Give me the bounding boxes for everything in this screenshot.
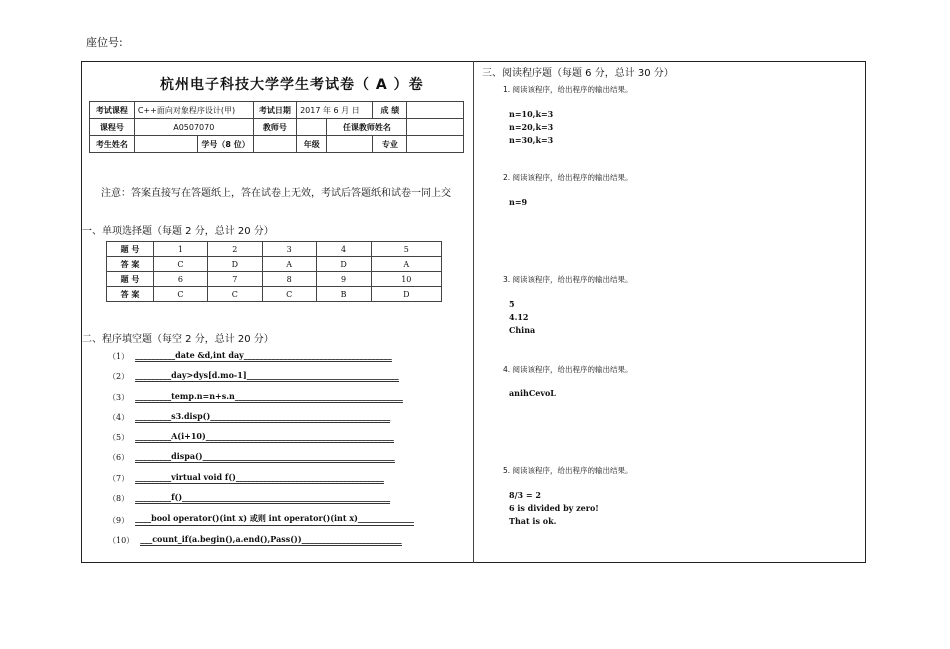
fill-blank-item [108, 350, 392, 362]
info-cell: 2017 年 6 月 日 [297, 102, 373, 119]
output-line: China [509, 325, 536, 335]
info-cell: 考生姓名 [90, 136, 135, 153]
blank-answer: _________day>dys[d.mo-1]______________________________________ [135, 370, 399, 380]
output-line: That is ok. [509, 516, 557, 526]
exam-notice: 注意：答案直接写在答题纸上，答在试卷上无效，考试后答题纸和试卷一同上交 [101, 188, 451, 199]
blank-number: （10） [108, 536, 135, 545]
output-line: 4.12 [509, 312, 529, 322]
output-line: 8/3 = 2 [509, 490, 541, 500]
info-cell: 任课教师姓名 [327, 119, 407, 136]
answer-cell: 4 [316, 242, 371, 257]
info-cell: 年级 [297, 136, 327, 153]
blank-number: （1） [108, 352, 130, 361]
blank-answer: _________A(i+10)_______________________________________________ [135, 431, 394, 441]
answer-cell: C [262, 287, 316, 302]
answer-cell: A [371, 257, 441, 272]
section3-heading: 三、阅读程序题（每题 6 分，总计 30 分） [482, 68, 674, 79]
blank-answer: _________virtual void f()_____________________________________ [135, 472, 384, 482]
info-row [90, 136, 464, 153]
blank-number: （5） [108, 433, 130, 442]
info-cell [134, 136, 198, 153]
exam-title: 杭州电子科技大学学生考试卷（ A ）卷 [160, 77, 424, 93]
fill-blank-item [108, 513, 414, 526]
answer-cell: D [207, 257, 262, 272]
fill-blank-item [108, 451, 395, 463]
info-cell: 教师号 [253, 119, 296, 136]
blank-answer: __________date &d,int day_____________________________________ [135, 350, 392, 360]
answer-cell: 8 [262, 272, 316, 287]
blank-number: （7） [108, 474, 130, 483]
answer-cell: 答 案 [107, 287, 154, 302]
reading-question: 2. 阅读该程序，给出程序的输出结果。 [503, 173, 633, 182]
column-divider [473, 61, 474, 563]
answer-row [107, 272, 442, 287]
answer-cell: 2 [207, 242, 262, 257]
blank-number: （3） [108, 393, 130, 402]
blank-answer: _________temp.n=n+s.n__________________________________________ [135, 391, 403, 401]
answer-row [107, 287, 442, 302]
answer-cell: D [316, 257, 371, 272]
info-cell: C++面向对象程序设计(甲) [134, 102, 253, 119]
answer-cell: 题 号 [107, 272, 154, 287]
info-cell: 专业 [373, 136, 407, 153]
blank-number: （8） [108, 494, 130, 503]
answer-cell: A [262, 257, 316, 272]
answer-cell: 10 [371, 272, 441, 287]
answer-row [107, 257, 442, 272]
fill-blank-item [108, 534, 402, 546]
blank-answer: ___count_if(a.begin(),a.end(),Pass())_________________________ [140, 534, 402, 544]
answer-cell: C [154, 257, 208, 272]
choice-answer-table [106, 241, 442, 302]
fill-blank-item [108, 472, 384, 484]
reading-question: 5. 阅读该程序，给出程序的输出结果。 [503, 466, 633, 475]
reading-question: 4. 阅读该程序，给出程序的输出结果。 [503, 365, 633, 374]
info-cell: A0507070 [134, 119, 253, 136]
output-line: n=20,k=3 [509, 122, 554, 132]
answer-cell: 7 [207, 272, 262, 287]
program-output [509, 489, 599, 528]
blank-answer: ____bool operator()(int x) 或则 int operator()(int x)______________ [135, 513, 414, 526]
answer-row [107, 242, 442, 257]
section2-heading: 二、程序填空题（每空 2 分，总计 20 分） [82, 334, 274, 345]
answer-cell: 9 [316, 272, 371, 287]
fill-blank-item [108, 411, 390, 423]
info-cell: 考试课程 [90, 102, 135, 119]
answer-cell: 6 [154, 272, 208, 287]
fill-blank-item [108, 431, 394, 443]
blank-answer: _________f()____________________________________________________ [135, 492, 391, 502]
answer-cell: C [207, 287, 262, 302]
output-line: 6 is divided by zero! [509, 503, 599, 513]
program-output [509, 298, 535, 337]
info-cell: 课程号 [90, 119, 135, 136]
answer-cell: 3 [262, 242, 316, 257]
output-line: 5 [509, 299, 515, 309]
output-line: n=9 [509, 197, 528, 207]
section1-heading: 一、单项选择题（每题 2 分，总计 20 分） [82, 226, 274, 237]
info-cell [297, 119, 327, 136]
exam-info-table [89, 101, 464, 153]
blank-number: （4） [108, 413, 130, 422]
output-line: anihCevoL [509, 388, 556, 398]
answer-cell: D [371, 287, 441, 302]
answer-cell: 1 [154, 242, 208, 257]
info-cell: 成 绩 [373, 102, 407, 119]
info-cell [407, 119, 464, 136]
fill-blank-item [108, 492, 390, 504]
program-output [509, 387, 556, 400]
program-output [509, 196, 527, 209]
blank-number: （9） [108, 516, 130, 525]
program-output [509, 108, 553, 147]
info-row [90, 119, 464, 136]
answer-cell: C [154, 287, 208, 302]
info-cell [407, 136, 464, 153]
answer-cell: 答 案 [107, 257, 154, 272]
info-cell: 学号（8 位） [198, 136, 253, 153]
output-line: n=30,k=3 [509, 135, 554, 145]
answer-cell: 5 [371, 242, 441, 257]
info-cell [407, 102, 464, 119]
output-line: n=10,k=3 [509, 109, 554, 119]
info-cell: 考试日期 [253, 102, 296, 119]
blank-answer: _________dispa()________________________________________________ [135, 451, 395, 461]
blank-number: （2） [108, 372, 130, 381]
blank-number: （6） [108, 453, 130, 462]
reading-question: 3. 阅读该程序，给出程序的输出结果。 [503, 275, 633, 284]
reading-question: 1. 阅读该程序，给出程序的输出结果。 [503, 85, 633, 94]
fill-blank-item [108, 370, 399, 382]
info-cell [327, 136, 373, 153]
answer-cell: 题 号 [107, 242, 154, 257]
info-row [90, 102, 464, 119]
seat-number-label: 座位号: [86, 36, 123, 49]
info-cell [253, 136, 296, 153]
blank-answer: _________s3.disp()_____________________________________________ [135, 411, 391, 421]
answer-cell: B [316, 287, 371, 302]
fill-blank-item [108, 391, 403, 403]
